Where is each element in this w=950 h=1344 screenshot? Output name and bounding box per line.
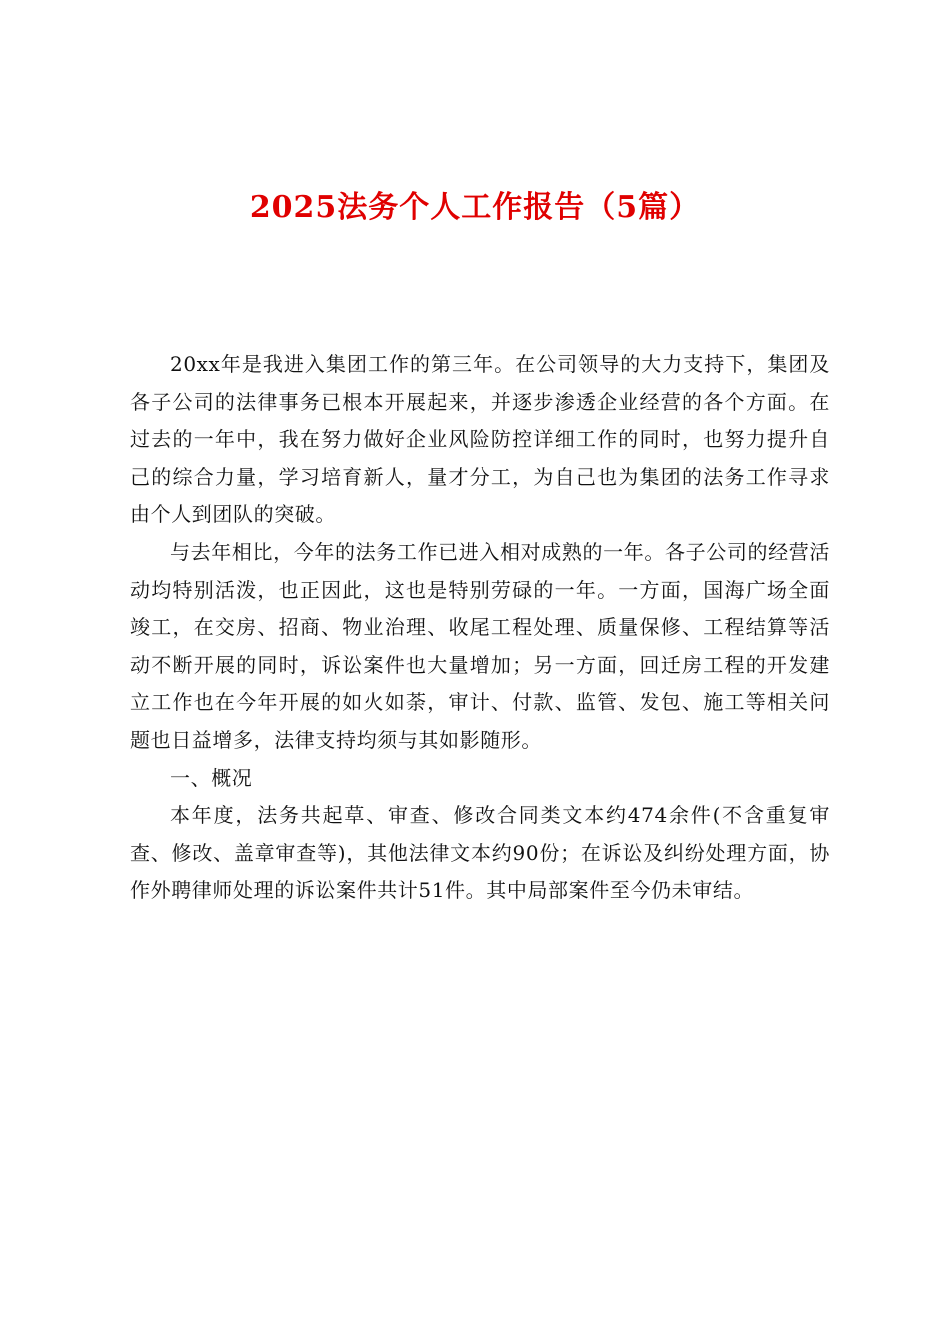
document-title: 2025法务个人工作报告（5篇） (249, 190, 701, 225)
document-body (130, 346, 830, 910)
paragraph-comparison: 与去年相比，今年的法务工作已进入相对成熟的一年。各子公司的经营活动均特别活泼，也正因此，这也是特别劳碌的一年。一方面，国海广场全面竣工，在交房、招商、物业治理、收尾工程处理、质量保修、工程结算等活动不断开展的同时，诉讼案件也大量增加；另一方面，回迁房工程的开发建立工作也在今年开展的如火如荼，审计、付款、监管、发包、施工等相关问题也日益增多，法律支持均须与其如影随形。 (130, 539, 830, 752)
section-heading-overview: 一、概况 (170, 765, 253, 790)
paragraph-intro: 20xx年是我进入集团工作的第三年。在公司领导的大力支持下，集团及各子公司的法律事务已根本开展起来，并逐步渗透企业经营的各个方面。在过去的一年中，我在努力做好企业风险防控详细工作的同时，也努力提升自己的综合力量，学习培育新人，量才分工，为自己也为集团的法务工作寻求由个人到团队的突破。 (130, 352, 830, 527)
paragraph-overview: 本年度，法务共起草、审查、修改合同类文本约474余件(不含重复审查、修改、盖章审查等)，其他法律文本约90份；在诉讼及纠纷处理方面，协作外聘律师处理的诉讼案件共计51件。其中局部案件至今仍未审结。 (130, 803, 830, 903)
